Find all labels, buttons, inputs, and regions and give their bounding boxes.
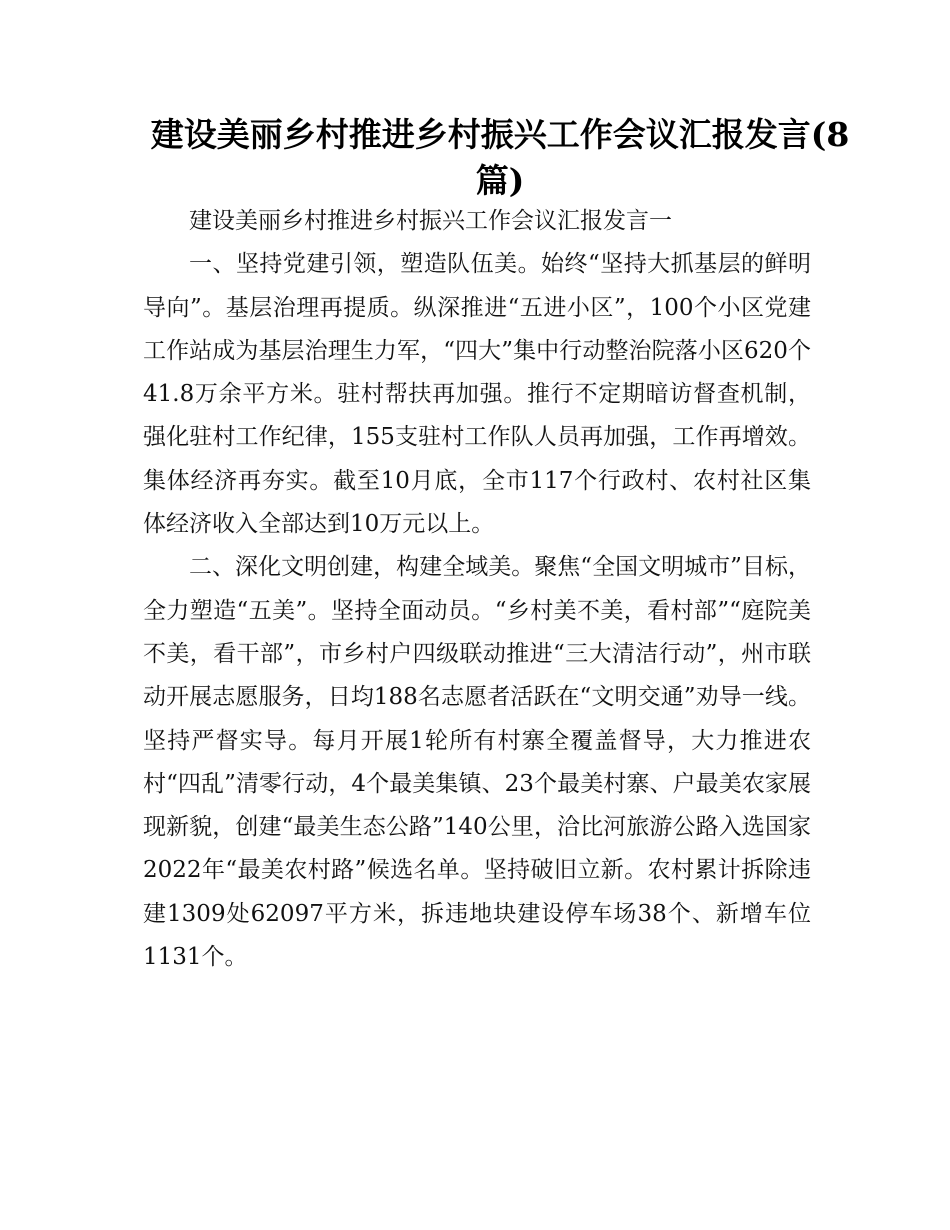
paragraph: 二、深化文明创建，构建全域美。聚焦“全国文明城市”目标，全力塑造“五美”。坚持全面动员。“乡村美不美，看村部”“庭院美不美，看干部”，市乡村户四级联动推进“三大清洁行动”，州市联动开展志愿服务，日均188名志愿者活跃在“文明交通”劝导一线。坚持严督实导。每月开展1轮所有村寨全覆盖督导，大力推进农村“四乱”清零行动，4个最美集镇、23个最美村寨、户最美农家展现新貌，创建“最美生态公路”140公里，洽比河旅游公路入选国家2022年“最美农村路”候选名单。坚持破旧立新。农村累计拆除违建1309处62097平方米，拆违地块建设停车场38个、新增车位1131个。	[143, 554, 811, 971]
document-body	[143, 200, 811, 979]
paragraph: 一、坚持党建引领，塑造队伍美。始终“坚持大抓基层的鲜明导向”。基层治理再提质。纵深推进“五进小区”，100个小区党建工作站成为基层治理生力军，“四大”集中行动整治院落小区620个41.8万余平方米。驻村帮扶再加强。推行不定期暗访督查机制，强化驻村工作纪律，155支驻村工作队人员再加强，工作再增效。集体经济再夯实。截至10月底，全市117个行政村、农村社区集体经济收入全部达到10万元以上。	[143, 251, 811, 538]
document-title: 建设美丽乡村推进乡村振兴工作会议汇报发言(8篇)	[150, 115, 850, 200]
section-heading: 建设美丽乡村推进乡村振兴工作会议汇报发言一	[189, 208, 672, 234]
